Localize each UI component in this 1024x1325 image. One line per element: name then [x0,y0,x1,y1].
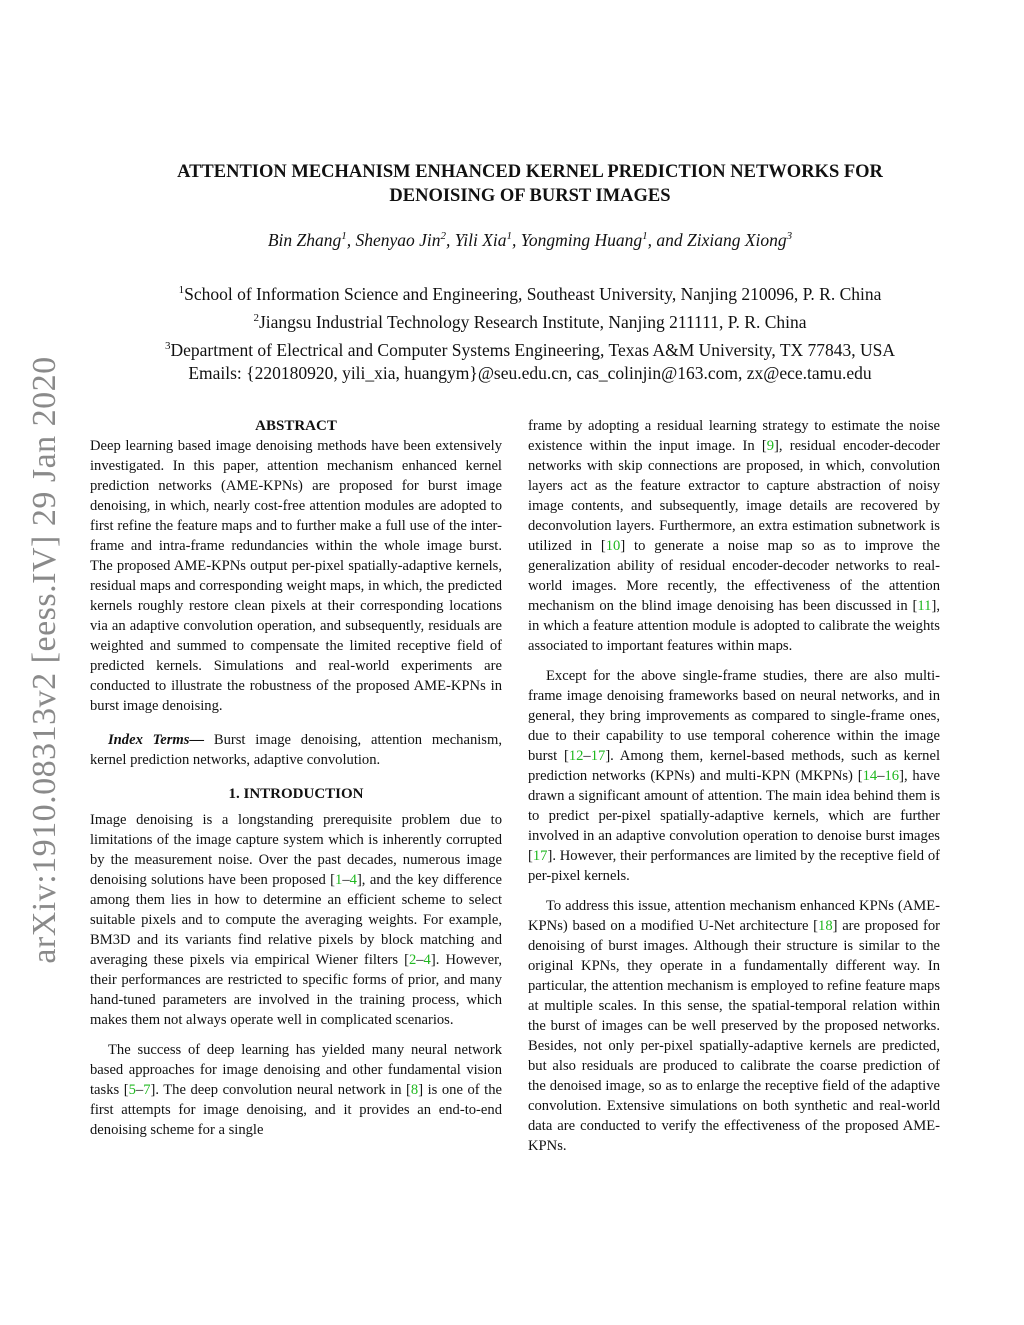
affiliation-text: School of Information Science and Engineering, Southeast University, Nanjing 210096, P. R. China [184,283,882,304]
citation-link[interactable]: 1 [335,872,343,888]
author-affil-sup: 3 [786,230,793,243]
abstract-heading: ABSTRACT [255,418,337,434]
paragraph-text: ] is one of the first attempts for image denoising, and it provides an end-to-end denoising scheme for a single [90,1082,502,1138]
intro-body-right [528,416,940,1156]
arxiv-sidebar [0,0,70,1325]
affiliation-line [80,334,980,362]
affiliations [80,278,980,385]
abstract-text: Deep learning based image denoising methods have been extensively investigated. In this paper, attention mechanism enhanced kernel prediction networks (AME-KPNs) are proposed for burst image denoising, in which, nearly cost-free attention modules are adopted to first refine the feature maps and to further make a full use of the inter-frame and intra-frame redundancies within the whole image burst. The proposed AME-KPNs output per-pixel spatially-adaptive kernels, residual maps and corresponding weight maps, in which, the predicted kernels roughly restore clean pixels at their corresponding locations via an adaptive convolution operation, and subsequently, residuals are weighted and summed to compensate the limited receptive field of predicted kernels. Simulations and real-world experiments are conducted to illustrate the robustness of the proposed AME-KPNs in burst image denoising. [90,438,502,714]
author-affil-sup: 1 [642,230,648,243]
author-affil-sup: 1 [341,230,347,243]
intro-body-left [90,810,502,1140]
title-line-1: ATTENTION MECHANISM ENHANCED KERNEL PREDICTION NETWORKS FOR [177,162,883,182]
citation-link[interactable]: 11 [917,598,932,614]
citation-link[interactable]: 17 [590,748,606,764]
paragraph-text: To address this issue, attention mechanism enhanced KPNs (AME-KPNs) based on a modified U-Net architecture [ [528,898,940,934]
citation-link[interactable]: 10 [605,538,621,554]
citation-link[interactable]: 17 [532,848,548,864]
left-column [90,416,502,1140]
intro-heading: 1. INTRODUCTION [228,786,364,802]
citation-link[interactable]: 8 [410,1082,419,1098]
paragraph-text: ] to generate a noise map so as to improve the generalization ability of residual encoder-decoder networks to real-world images. More recently, the effectiveness of the attention mechanism on the blind image denoising has been discussed in [ [528,538,940,614]
citation-link[interactable]: 14 [862,768,878,784]
author-separator: , [446,230,455,250]
citation-link[interactable]: 4 [349,872,357,888]
email-line: Emails: {220180920, yili_xia, huangym}@seu.edu.cn, cas_colinjin@163.com, zx@ece.tamu.edu [188,363,872,384]
citation-link[interactable]: 12 [568,748,584,764]
author-name: Shenyao Jin [355,230,441,250]
citation-link[interactable]: 4 [423,952,431,968]
body-paragraph [528,666,940,886]
citation-link[interactable]: 2 [408,952,417,968]
affiliation-text: Jiangsu Industrial Technology Research Institute, Nanjing 211111, P. R. China [258,311,807,332]
index-terms [90,730,502,770]
body-paragraph [528,416,940,656]
paragraph-text: ], and the key difference among them lies in how to determine an efficient scheme to select suitable pixels and to compute the averaging weights. For example, BM3D and its variants find relative pixels by block matching and averaging these pixels via empirical Wiener filters [ [90,872,502,968]
citation-link[interactable]: 7 [143,1082,151,1098]
paragraph-text: ], residual encoder-decoder networks with skip connections are proposed, in which, convolution layers act as the feature extractor to capture abstraction of noisy image contents, and subsequently, image details are recovered by deconvolution layers. Furthermore, an extra estimation subnetwork is utilized in [ [528,438,940,554]
affiliation-text: Department of Electrical and Computer Systems Engineering, Texas A&M University, TX 77843, USA [170,339,896,360]
affiliation-sup: 3 [164,339,171,352]
arxiv-identifier: arXiv:1910.08313v2 [eess.IV] 29 Jan 2020 [26,356,63,964]
paragraph-text: ], in which a feature attention module is adopted to calibrate the weights associated to important features within maps. [528,598,940,654]
author-name: Yili Xia [454,230,507,250]
citation-link[interactable]: 9 [766,438,775,454]
body-paragraph [90,810,502,1030]
author-separator: , and [647,230,688,250]
paragraph-text: frame by adopting a residual learning strategy to estimate the noise existence within the input image. In [ [528,418,940,454]
body-paragraph [90,1040,502,1140]
author-separator: , [346,230,356,250]
paragraph-text: ] are proposed for denoising of burst images. Although their structure is similar to the original KPNs, they operate in a fundamentally different way. In particular, the attention mechanism is employed to refine feature maps at multiple scales. In this sense, the spatial-temporal relation within the burst of images can be well preserved by the proposed networks. Besides, not only per-pixel spatially-adaptive kernels are predicted, but also residuals are produced to calibrate the coarse prediction of the denoised image, so as to enlarge the receptive field of the adaptive convolution. Extensive simulations on both synthetic and real-world data are conducted to verify the effectiveness of the proposed AME-KPNs. [528,918,940,1154]
citation-link[interactable]: 16 [884,768,900,784]
index-terms-label: Index Terms— [108,732,205,748]
paragraph-text: ]. However, their performances are restricted to specific forms of prior, and many hand-tuned parameters are involved in the training process, which makes them not always operate well in complicated scenarios. [90,952,502,1028]
author-name: Bin Zhang [267,230,342,250]
affiliation-line [80,306,980,334]
paragraph-text: Image denoising is a longstanding prerequisite problem due to limitations of the image capture system which is inherently corrupted by the measurement noise. Over the past decades, numerous image denoising solutions have been proposed [ [90,812,502,888]
paragraph-text: – [583,748,591,764]
paragraph-text: – [135,1082,144,1098]
paragraph-text: – [342,872,350,888]
index-terms-text: Burst image denoising, attention mechanism, kernel prediction networks, adaptive convolution. [90,732,502,768]
paragraph-text: The success of deep learning has yielded many neural network based approaches for image denoising and other fundamental vision tasks [ [90,1042,502,1098]
paragraph-text: ]. The deep convolution neural network in [ [150,1082,411,1098]
paragraph-text: Except for the above single-frame studies, there are also multi-frame image denoising frameworks based on neural networks, and in general, they bring improvements as compared to single-frame ones, due to their capability to use temporal coherence within the image burst [ [528,668,940,764]
title-line-2: DENOISING OF BURST IMAGES [389,186,671,206]
author-separator: , [512,230,521,250]
author-name: Yongming Huang [520,230,643,250]
author-name: Zixiang Xiong [687,230,787,250]
affiliation-sup: 1 [178,284,185,296]
author-affil-sup: 1 [506,230,512,243]
citation-link[interactable]: 18 [818,918,833,934]
citation-link[interactable]: 5 [128,1082,136,1098]
affiliation-line [80,278,980,306]
author-affil-sup: 2 [440,230,447,243]
paragraph-text: – [416,952,424,968]
paper-title [120,160,940,208]
paragraph-text: ]. However, their performances are limited by the receptive field of per-pixel kernels. [528,848,940,884]
author-list [100,230,960,251]
right-column [528,416,940,1156]
paragraph-text: ]. Among them, kernel-based methods, such as kernel prediction networks (KPNs) and multi-KPN (MKPNs) [ [528,748,941,784]
paragraph-text: ], have drawn a significant amount of attention. The main idea behind them is to predict per-pixel spatially-adaptive kernels, which are further involved in an adaptive convolution operation to denoise burst images [ [528,768,940,864]
paragraph-text: – [877,768,885,784]
body-paragraph [528,896,940,1156]
affiliation-sup: 2 [253,311,259,324]
